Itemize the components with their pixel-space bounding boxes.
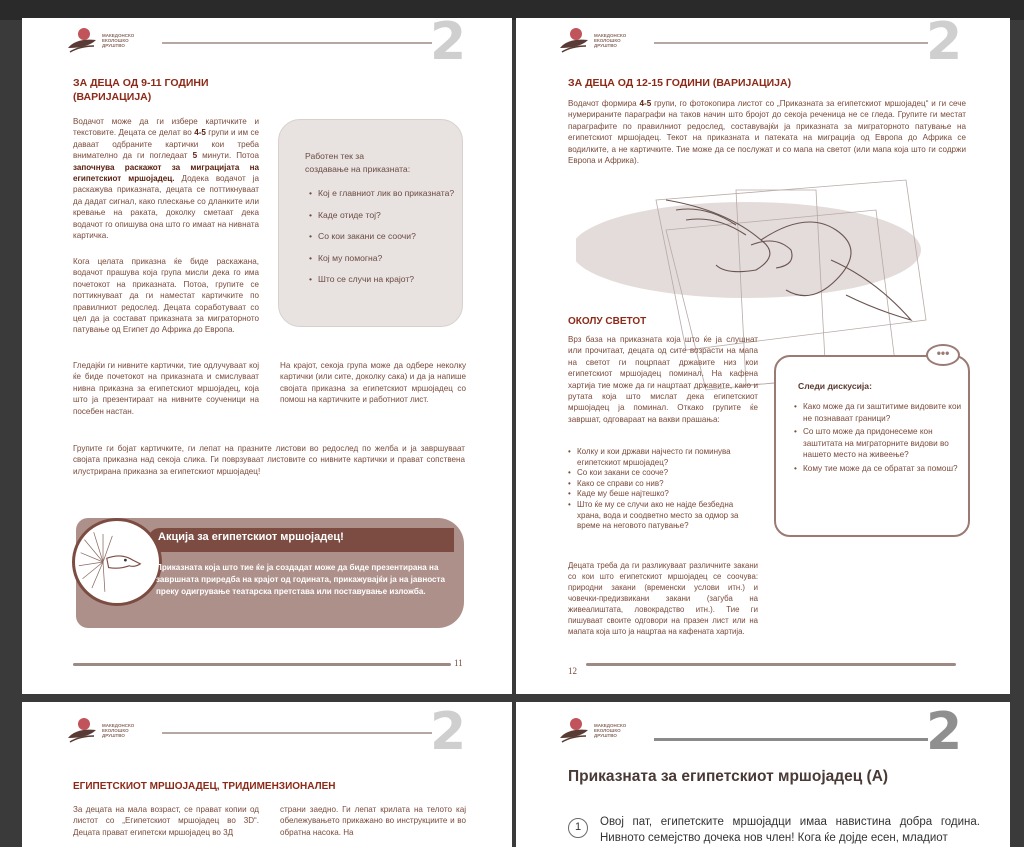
question-item: • Колку и кои држави најчесто ги поминува египетскиот мршојадец?	[568, 447, 754, 468]
around-world-heading: ОКОЛУ СВЕТОТ	[568, 316, 647, 327]
org-name: МАКЕДОНСКО ЕКОЛОШКО ДРУШТВО	[594, 723, 627, 738]
page-14	[516, 702, 1010, 847]
header-rule	[654, 42, 928, 44]
vulture-head-illustration	[72, 518, 162, 606]
paragraph-number-badge: 1	[568, 818, 588, 838]
workflow-question: • Кој му помогна?	[309, 253, 459, 265]
paragraph-2: Врз база на приказната која што ќе ја слушнат или прочитаат, децата од сите возрасти на мапа на светот ги поцрпаат државите низ кои египетскиот мршојадец поминал. На кафена хартија тие може да ги нацртаат државите, како и рутата која што мислат дека египетскиот мршојадец ја поминал. Откако групите ќе завршат, одговараат на вакви прашања:	[568, 335, 758, 424]
section-heading: ЗА ДЕЦА ОД 9-11 ГОДИНИ (ВАРИЈАЦИЈА)	[73, 77, 209, 103]
discussion-item: • Кому тие може да се обратат за помош?	[794, 463, 962, 475]
section-heading: ЕГИПЕТСКИОТ МРШОЈАДЕЦ, ТРИДИМЕНЗИОНАЛЕН	[73, 781, 336, 792]
workflow-question: • Каде отиде тој?	[309, 210, 459, 222]
page-12	[516, 18, 1010, 694]
header-rule	[654, 738, 928, 741]
question-item: • Каде му беше најтешко?	[568, 489, 754, 500]
header-rule	[162, 42, 432, 44]
viewer-toolbar	[0, 0, 1024, 20]
question-item: • Како се справи со нив?	[568, 479, 754, 490]
discussion-list	[794, 401, 962, 477]
question-item: • Што ќе му се случи ако не најде безбедна храна, вода и соодветно место за одмор за време на неговото патување?	[568, 500, 754, 532]
discussion-item: • Со што може да придонесеме кон заштитата на миграторните видови во нашето место на живеење?	[794, 426, 962, 461]
vulture-logo-icon	[558, 26, 590, 54]
workflow-box-title: Работен тек за создавање на приказната:	[305, 151, 411, 174]
workflow-question: • Кој е главниот лик во приказната?	[309, 188, 459, 200]
discussion-item: • Како може да ги заштитиме видовите кои не познаваат граници?	[794, 401, 962, 424]
chapter-number: 2	[430, 18, 467, 72]
page-number: 12	[568, 666, 577, 676]
org-name: МАКЕДОНСКО ЕКОЛОШКО ДРУШТВО	[102, 723, 135, 738]
footer-rule	[586, 663, 956, 666]
story-paragraph: Овој пат, египетските мршојадци имаа навистина добра година. Нивното семејство дочека нов член! Кога ќе дојде есен, младиот	[600, 816, 980, 844]
org-name: МАКЕДОНСКО ЕКОЛОШКО ДРУШТВО	[594, 33, 627, 48]
paragraph-1: Водачот формира 4-5 групи, го фотокопира листот со „Приказната за египетскиот мршојадец“ и ги сече нумерираните параграфи на таков начин што бројот до секоја реченица не се гледа. Групите ги местат параграфите по правилниот редослед, составувајќи ја приказната за миграторното патување на египетскиот мршојадец. Текот на приказната и патеката на миграција од Европа до Африка се водилките, а не картичките. Тие може да се послужат и со мапа на светот (или мапа која што ги содржи Европа и Африка).	[568, 99, 966, 166]
header-rule	[162, 732, 432, 734]
paragraph-left: За децата на мала возраст, се прават копии од листот со „Египетскиот мршојадец во 3D“. Децата прават египетски мршојадец во 3Д	[73, 805, 259, 837]
paragraph-2: Кога целата приказна ќе биде раскажана, водачот прашува која група мисли дека го има почетокот на приказната. Потоа, групите се поттикнуваат да ги наместат картичките по правилниот редослед. Децата соработуваат со цел да ја состават приказната за миграторното патување од Египет до Африка до Европа.	[73, 257, 259, 335]
org-logo	[66, 714, 156, 748]
org-name: МАКЕДОНСКО ЕКОЛОШКО ДРУШТВО	[102, 33, 135, 48]
workflow-question-list	[309, 188, 459, 296]
vulture-logo-icon	[558, 716, 590, 744]
page-11	[22, 18, 512, 694]
vulture-head-icon	[75, 521, 159, 603]
chapter-number: 2	[430, 702, 467, 762]
chapter-number: 2	[926, 18, 963, 72]
question-item: • Со кои закани се сооче?	[568, 468, 754, 479]
workflow-question: • Со кои закани се соочи?	[309, 231, 459, 243]
page-13	[22, 702, 512, 847]
discussion-title: Следи дискусија:	[798, 381, 872, 391]
vulture-logo-icon	[66, 26, 98, 54]
story-title: Приказната за египетскиот мршојадец (А)	[568, 768, 889, 785]
vulture-logo-icon	[66, 716, 98, 744]
footer-rule	[73, 663, 451, 666]
workflow-box	[278, 119, 463, 327]
org-logo	[66, 24, 156, 58]
paragraph-3: Децата треба да ги разликуваат различните закани со кои што египетскиот мршојадец се соочува: природни закани (временски услови итн.) и човечки-предизвикани закани (загуба на живеалиштата, ловокрадство итн.). Тие ги пишуваат своите одговори на празен лист или на мапата која што ја нацртаа на кафената хартија.	[568, 561, 758, 636]
action-panel	[76, 518, 464, 628]
section-heading: ЗА ДЕЦА ОД 12-15 ГОДИНИ (ВАРИЈАЦИЈА)	[568, 77, 792, 89]
paragraph-3-left: Гледајќи ги нивните картички, тие одлучуваат кој ќе биде почетокот на приказната и смислуваат нивна приказна за египетскиот мршојадец, која што ја презентираат на нивните соученици на посебен настан.	[73, 361, 259, 416]
org-logo	[558, 714, 648, 748]
action-body: Приказната која што тие ќе ја создадат може да биде презентирана на завршната приредба на крајот од годината, прикажувајќи ја на јавноста преку одигрување театарска претстава или поставување изложба.	[156, 563, 446, 596]
chapter-number: 2	[926, 702, 963, 762]
paragraph-1: Водачот може да ги избере картичките и текстовите. Децата се делат во 4-5 групи и им се даваат одбраните картички кои треба внимателно да ги погледаат 5 минути. Потоа започнува раскажот за миграцијата на египетскиот мршојадец. Додека водачот ја раскажува приказната, децата се поттикнуваат да дадат сигнал, како плескање со дланките или кревање на раката, доколку сметаат дека водачот го опишува она што го имаат на нивната картичка.	[73, 117, 260, 241]
speech-bubble-icon: •••	[926, 344, 960, 366]
page-number: 11	[454, 658, 463, 668]
discussion-box	[774, 355, 970, 537]
paragraph-3-right: На крајот, секоја група може да одбере неколку картички (или сите, доколку сака) и да ја напише својата приказна за египетскиот мршојадец со помош на картичките и работниот лист.	[280, 361, 466, 405]
paragraph-right: страни заедно. Ги лепат крилата на телото кај обележувањето прикажано во инструкциите и во обратна насока. На	[280, 805, 466, 837]
question-list	[568, 447, 754, 532]
paragraph-4: Групите ги бојат картичките, ги лепат на празните листови во редослед по желба и ја завршуваат својата приказна над секоја слика. Ги поврзуваат листовите со нивните картички и прават сопствена илустрирана приказна за египетскиот мршојадец!	[73, 444, 465, 476]
workflow-question: • Што се случи на крајот?	[309, 274, 459, 286]
action-title: Акција за египетскиот мршојадец!	[158, 531, 344, 543]
org-logo	[558, 24, 648, 58]
